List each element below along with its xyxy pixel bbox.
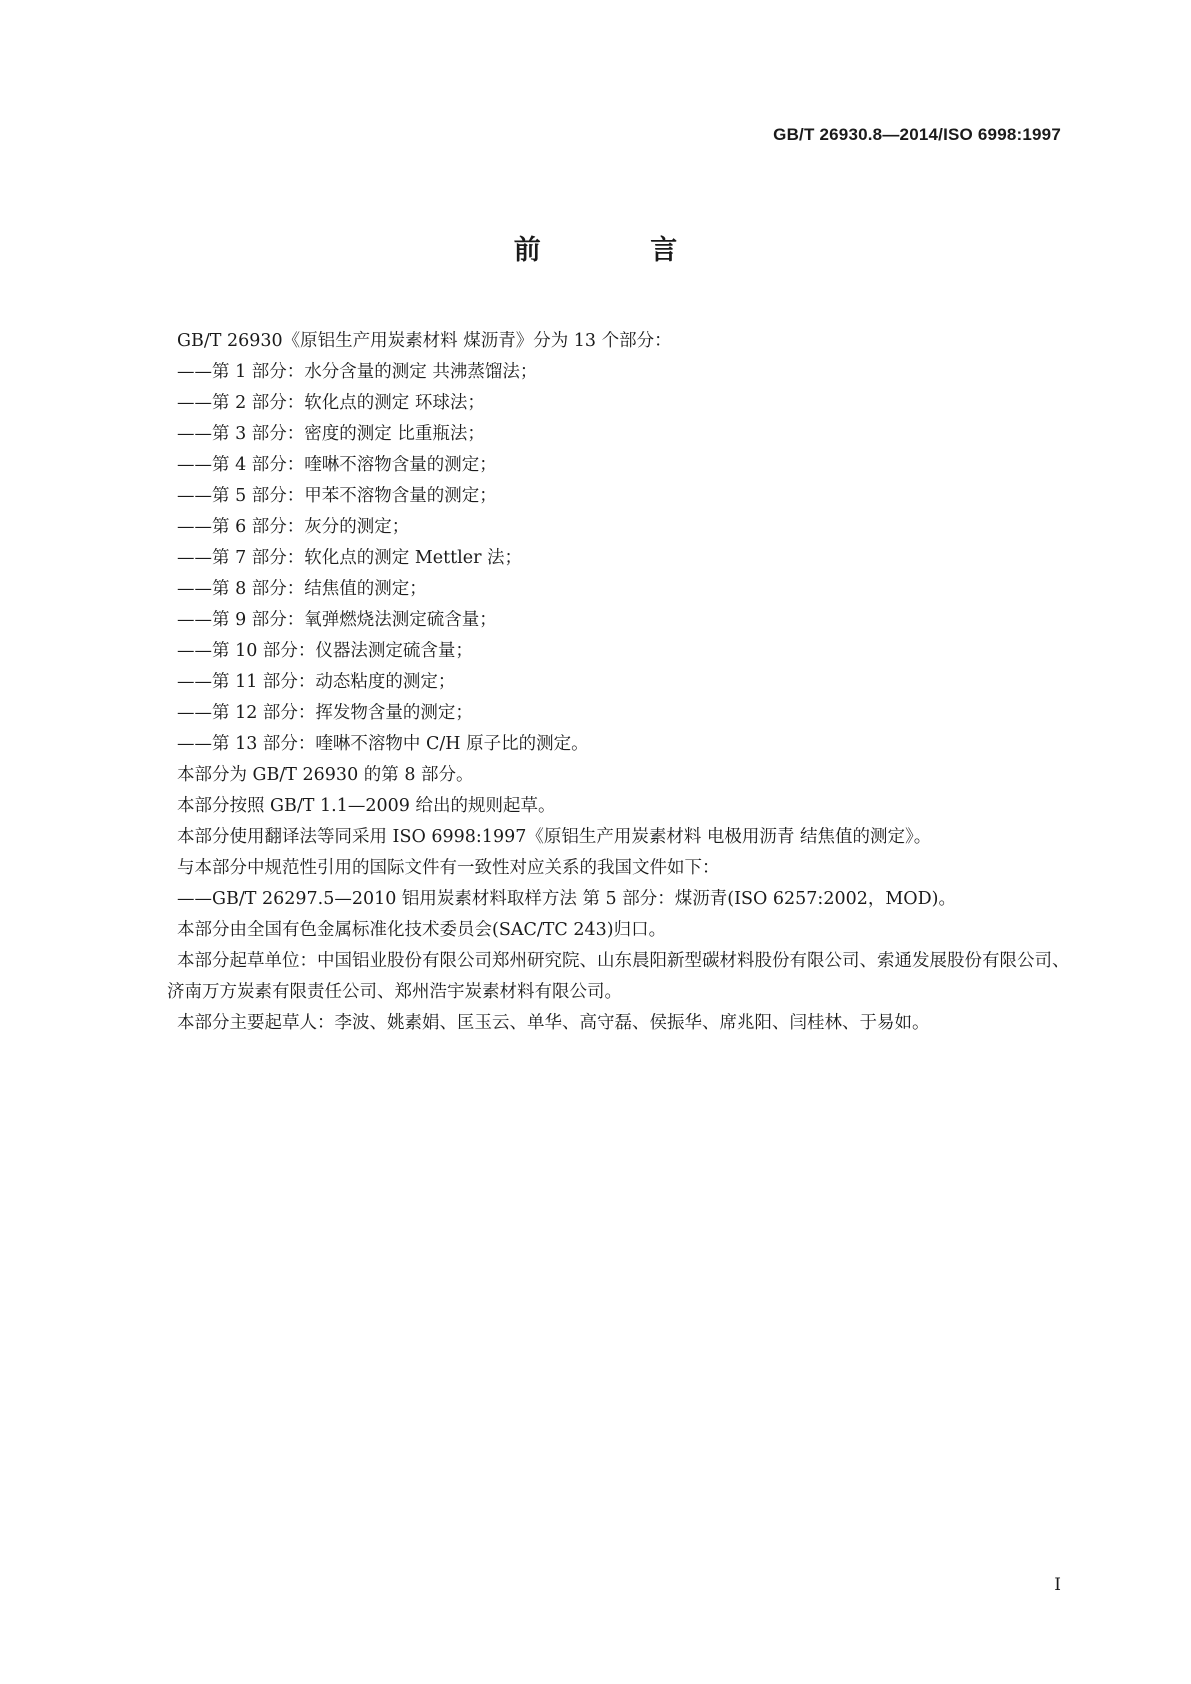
list-item: ——第 4 部分：喹啉不溶物含量的测定； [177,455,497,475]
page-title: 前 言 [513,235,728,266]
adoption-statement: 本部分使用翻译法等同采用 ISO 6998:1997《原铝生产用炭素材料 电极用沥青 结焦值的测定》。 [177,827,932,847]
list-item: ——第 3 部分：密度的测定 比重瓶法； [177,424,485,444]
list-item: ——第 9 部分：氧弹燃烧法测定硫含量； [177,610,497,630]
drafting-rules-statement: 本部分按照 GB/T 1.1—2009 给出的规则起草。 [177,796,556,816]
foreword-body [167,326,1072,1039]
list-item: ——第 11 部分：动态粘度的测定； [177,672,456,692]
standard-code-header: GB/T 26930.8—2014/ISO 6998:1997 [773,125,1061,144]
drafting-units-statement: 本部分起草单位：中国铝业股份有限公司郑州研究院、山东晨阳新型碳材料股份有限公司、索通发展股份有限公司、济南万方炭素有限责任公司、郑州浩宇炭素材料有限公司。 [167,951,1070,1002]
list-item: ——第 7 部分：软化点的测定 Mettler 法； [177,548,523,568]
list-item: ——第 1 部分：水分含量的测定 共沸蒸馏法； [177,362,538,382]
list-item: ——第 10 部分：仪器法测定硫含量； [177,641,473,661]
part-of-statement: 本部分为 GB/T 26930 的第 8 部分。 [177,765,474,785]
correspondence-item: ——GB/T 26297.5—2010 铝用炭素材料取样方法 第 5 部分：煤沥青(ISO 6257:2002，MOD)。 [177,889,956,909]
list-item: ——第 12 部分：挥发物含量的测定； [177,703,473,723]
list-item: ——第 2 部分：软化点的测定 环球法； [177,393,485,413]
list-item: ——第 8 部分：结焦值的测定； [177,579,427,599]
correspondence-intro: 与本部分中规范性引用的国际文件有一致性对应关系的我国文件如下： [177,858,720,878]
list-item: ——第 13 部分：喹啉不溶物中 C/H 原子比的测定。 [177,734,589,754]
list-item: ——第 5 部分：甲苯不溶物含量的测定； [177,486,497,506]
drafters-statement: 本部分主要起草人：李波、姚素娟、匡玉云、单华、高守磊、侯振华、席兆阳、闫桂林、于易如。 [177,1013,930,1033]
intro-paragraph: GB/T 26930《原铝生产用炭素材料 煤沥青》分为 13 个部分： [177,331,672,351]
page-number: I [1054,1575,1061,1595]
committee-statement: 本部分由全国有色金属标准化技术委员会(SAC/TC 243)归口。 [177,920,667,940]
list-item: ——第 6 部分：灰分的测定； [177,517,410,537]
